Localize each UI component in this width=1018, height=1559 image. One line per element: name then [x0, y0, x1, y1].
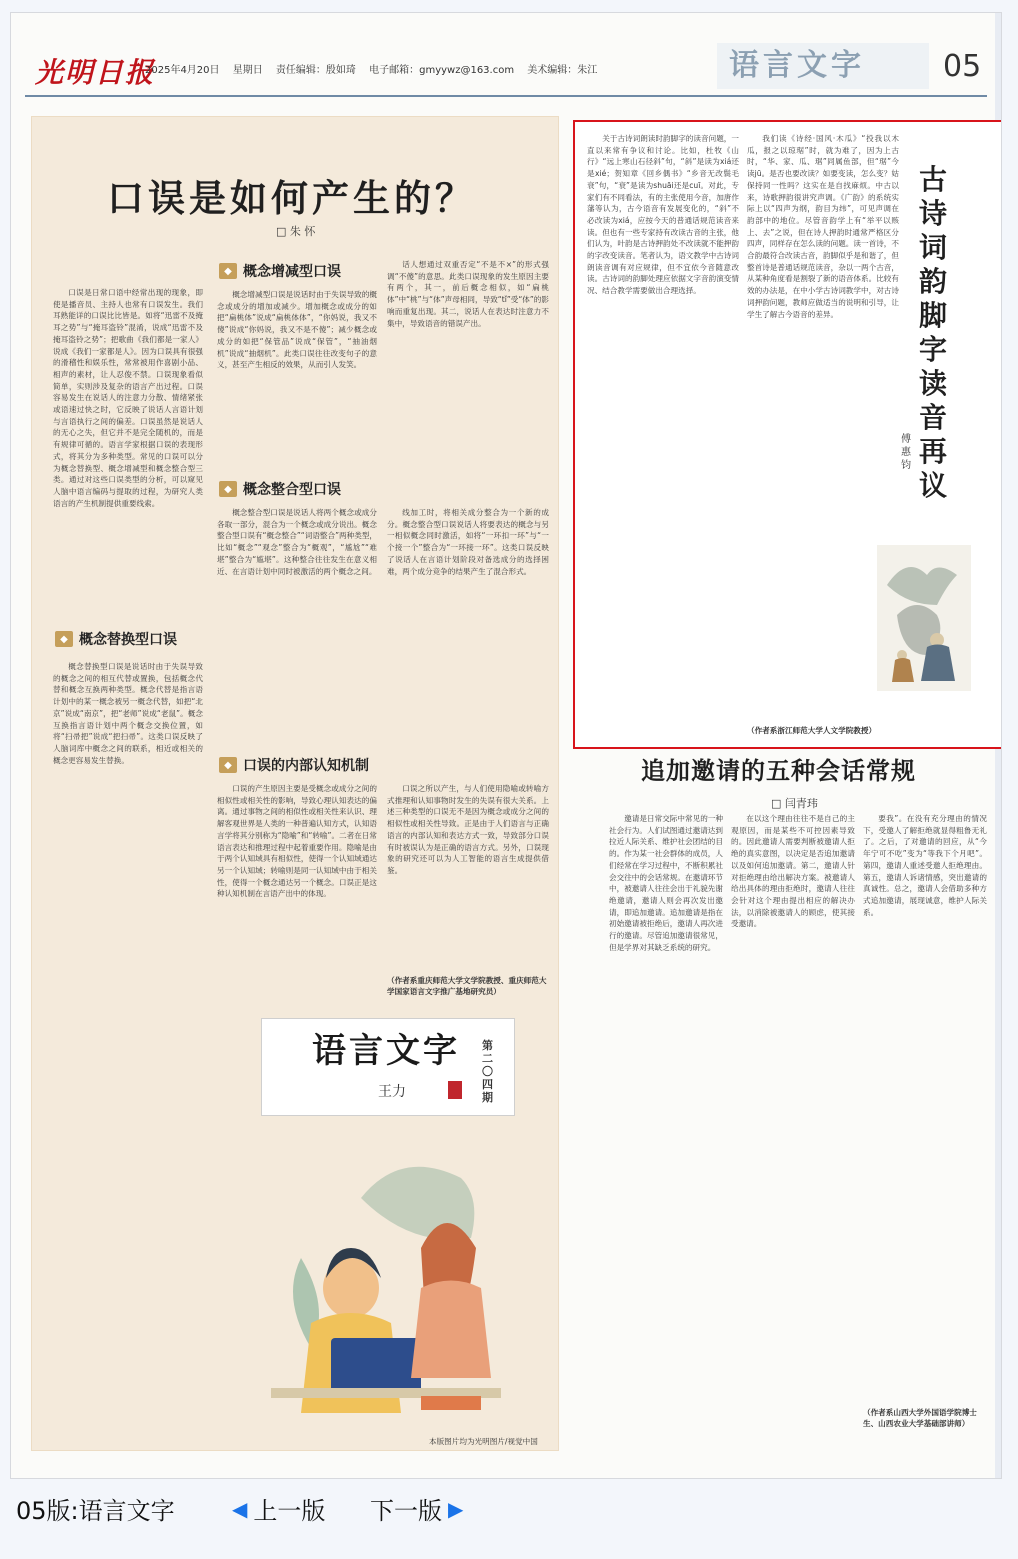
subheading-cognition: ◆ 口误的内部认知机制	[219, 753, 369, 777]
conversation-author-credit: （作者系山西大学外国语学院博士生、山西农业大学基础部讲师）	[863, 1408, 977, 1428]
next-page-button[interactable]: 下一版 ▶	[370, 1496, 464, 1525]
subheading-substitution: ◆ 概念替换型口误	[55, 627, 177, 651]
issue-date: 2025年4月20日	[145, 65, 220, 76]
section-title: 语言文字	[717, 43, 929, 89]
poem-author-credit: （作者系浙江师范大学人文学院教授）	[747, 726, 877, 735]
paragraph: 口误是日常口语中经常出现的现象，即使是播音员、主持人也常有口误发生。我们耳熟能详的口误比比皆是。如将“迅雷不及掩耳之势”与“掩耳盗铃”混淆，说成“迅雷不及掩耳盗铃之势”；把歌曲《我们都是一家人》说成《我们一家都是人》。因为口误具有很强的滑稽性和娱乐性，常常被用作喜剧小品、相声的素材，让人忍俊不禁。口误现象看似简单，实则涉及复杂的语言产出过程。口误容易发生在说话人的注意力分散、情绪紧张或语速过快之时，它反映了说话人言语计划与言语执行之间的偏差。口误虽然是说话人的无心之失，但它并不是完全随机的，而是有规律可循的。语言学家根据口误的表现形式，将其分为多种类型。常见的口误可以分为概念替换型、概念增减型和概念整合型三类。通过对这些口误类型的分析，可以窥见人脑中语言编码与提取的过程，为研究人类语言的产生机制提供重要线索。	[53, 288, 203, 508]
paragraph: 我们读《诗经·国风·木瓜》“投我以木瓜，报之以琼琚”时，就为难了，因为上古时，“华、家、瓜、琚”同属鱼部，但“琚”今读jū。是否也要改读？如要变读，怎么变？姑保持同一性吗？这实在是自找麻烦。中古以来，诗歌押韵很讲究声调。《广韵》的系统实际上以“四声为纲，韵目为纬”，可见声调在韵部中的地位。尽管音韵学上有“举平以赅上、去”之说，但在诗人押韵时通常严格区分四声，同样存在怎么读的问题。读一首诗，不合韵最符合改读古音，韵脚似乎是和谐了，但整首诗是普通话规范读音，杂以一两个古音，从某种角度看是割裂了新的语音体系。比较有效的办法是，在中小学古诗词教学中，对古诗词押韵问题，教师应做适当的说明和引导，让学生了解古今语音的差异。	[747, 134, 899, 319]
page-navigation	[10, 1478, 1000, 1538]
subheading-icon: ◆	[219, 757, 237, 773]
article-column-1	[53, 287, 203, 607]
article-byline: □ 朱 怀	[276, 223, 315, 239]
paragraph: 邀请是日常交际中常见的一种社会行为。人们试图通过邀请达到拉近人际关系、维护社会团结的目的。作为某一社会群体的成员，人们经常在学习过程中，不断积累社会交往中的会话常规。在邀请环节中，被邀请人往往会出于礼貌先谢绝邀请，邀请人则会再次发出邀请，即追加邀请。追加邀请是指在初始邀请被拒绝后，邀请人再次进行的邀请。尽管追加邀请很常见，但是学界对其缺乏系统的研究。	[609, 814, 723, 952]
editor-credit: 责任编辑：殷如琦	[275, 65, 356, 76]
issue-number: 第二〇四期	[482, 1039, 493, 1104]
paragraph: 概念增减型口误是说话时由于失误导致的概念或成分的增加或减少。增加概念或成分的如把“扁桃体”说成“扁桃体体”，“你妈说，我又不傻”说成“你妈说，我又不是不傻”；减少概念或成分的如把“保管品”说成“保管”，“抽油烟机”说成“抽烟机”。此类口误往往改变句子的意义，甚至产生相反的效果，从而引人发笑。	[217, 290, 377, 370]
arrow-right-icon: ▶	[448, 1496, 464, 1521]
subheading-icon: ◆	[219, 481, 237, 497]
article-column-3b	[387, 507, 549, 737]
people-laptop-illustration	[271, 1138, 521, 1428]
art-editor-credit: 美术编辑：朱江	[527, 65, 598, 76]
subheading-integration: ◆ 概念整合型口误	[219, 477, 341, 501]
ink-painting-illustration	[877, 545, 971, 691]
issue-meta	[145, 61, 607, 76]
poem-article-title[interactable]: 古诗词韵脚字读音再议	[919, 163, 948, 502]
article-column-2b	[217, 507, 377, 737]
poem-article-column-1	[587, 133, 739, 723]
conversation-column-2	[731, 813, 855, 1445]
masthead	[25, 43, 985, 89]
paragraph: 口误的产生原因主要是受概念或成分之间的相似性或相关性的影响，导致心理认知表达的偏离。通过事物之间的相似性或相关性来认识、理解客观世界是人类的一种普遍认知方式，认知语言学将其分别称为“隐喻”和“转喻”。二者在日常语言表达和推理过程中起着重要作用。隐喻是由于两个认知域具有相似性，使得一个认知域通达另一个认知域；转喻则是同一认知域中由于相关性，使得一个概念通达另一个概念。口误正是这种认知机制在言语产出中的体现。	[217, 784, 377, 899]
subheading-addition: ◆ 概念增减型口误	[219, 259, 341, 283]
paragraph: 话人想通过双重否定“不是不×”的形式强调“不傻”的意思。此类口误现象的发生原因主要有两个，其一，前后概念相似，如“扁桃体”中“桃”与“体”声母相同，导致“tǐ”受“体”的影响而重复出现。其二，说话人在表达时注意力不集中，导致语音的错误产出。	[387, 260, 549, 328]
article-title-conversation[interactable]: 追加邀请的五种会话常规	[641, 756, 916, 785]
subheading-icon: ◆	[55, 631, 73, 647]
image-caption: 本版图片均为光明图片/视觉中国	[429, 1437, 538, 1446]
article-column-3c	[387, 783, 549, 971]
paragraph: 在以这个理由往往不是自己的主观原因，而是某些不可控因素导致的。因此邀请人需要判断被邀请人拒绝的真实意图，以决定是否追加邀请以及如何追加邀请。第二，邀请人针对拒绝理由给出解决方案。被邀请人给出具体的理由拒绝时，邀请人往往会针对这个理由提出相应的解决办法，以消除被邀请人的顾虑，使其接受邀请。	[731, 814, 855, 929]
paragraph: 口误之所以产生，与人们使用隐喻或转喻方式推理和认知事物时发生的失误有很大关系。上述三种类型的口误无不是因为概念或成分之间的相似性或相关性导致。正是由于人们语言与正确语言的内部认知和表达方式一致，导致部分口误有时被误认为是正确的语言方式。另外，口误现象的研究还可以为人工智能的语言生成提供借鉴。	[387, 784, 549, 875]
paragraph: 概念整合型口误是说话人将两个概念或成分各取一部分，混合为一个概念或成分说出。概念整合型口误有“概念整合”“词语整合”两种类型，比如“概念”“观念”整合为“概观”，“尴尬”“难堪”整合为“尴堪”。这种整合往往发生在意义相近、在言语计划中同时被激活的两个概念之间。	[217, 508, 377, 576]
paragraph: 线加工时，将相关成分整合为一个新的成分。概念整合型口误说话人将要表达的概念与另一相似概念同时激活，如将“一环扣一环”与“一个接一个”整合为“一环接一环”。这类口误反映了说话人在言语计划阶段对备选成分的选择困难，两个成分竞争的结果产生了混合形式。	[387, 508, 549, 576]
poem-article-author: 傅惠钧	[901, 434, 911, 471]
author-credit: （作者系重庆师范大学文学院教授、重庆师范大学国家语言文字推广基地研究员）	[387, 976, 547, 996]
article-column-1b	[53, 661, 203, 1119]
article-byline-conversation: □ 闫青玮	[771, 795, 818, 811]
paragraph: 要我”。在没有充分理由的情况下，受邀人了解拒绝就显得粗鲁无礼了。之后，了对邀请的回应，从“今年宁可不吃”变为“等我下个月吧”。第四，邀请人重述受邀人拒绝理由。第五，邀请人诉诸情感，突出邀请的真诚性。总之，邀请人会借助多种方式追加邀请，展现诚意，维护人际关系。	[863, 814, 987, 917]
paragraph: 概念替换型口误是说话时由于失误导致的概念之间的相互代替或置换，包括概念代替和概念互换两种类型。概念代替是指言语计划中的某一概念被另一概念代替，如把“北京”说成“南京”，把“老师”说成“老鼠”。概念互换指言语计划中两个概念交换位置，如将“扫帚把”说成“把扫帚”。这类口误反映了人脑词库中概念之间的联系，相近或相关的概念更容易发生替换。	[53, 662, 203, 765]
editor-email: 电子邮箱：gmyywz@163.com	[369, 65, 515, 76]
article-title[interactable]: 口误是如何产生的？	[107, 176, 476, 220]
illustration	[261, 1018, 538, 1446]
conversation-column-3	[863, 813, 987, 1403]
column-logo-calligraphy: 语言文字	[312, 1031, 460, 1071]
current-section-label: 05版:语言文字	[16, 1497, 175, 1525]
masthead-divider	[25, 95, 987, 97]
arrow-left-icon: ◀	[232, 1496, 248, 1521]
prev-page-button[interactable]: ◀ 上一版	[232, 1496, 326, 1525]
paragraph: 关于古诗词朗读时韵脚字的读音问题，一直以来常有争议和讨论。比如，杜牧《山行》“远上寒山石径斜”句，“斜”是读为xiá还是xié；贺知章《回乡偶书》“乡音无改鬓毛衰”句，“衰”是读为shuāi还是cuī。对此，专家们有不同看法，有的主张使用今音，加唐作藩等认为，古今语音有发展变化的，“斜”不必改读为xiá，应按今天的普通话规范读音来读。但也有一些专家持有改读古音的主张，他们认为，叶韵是古诗押韵处不改读就不能押韵的字改变读音。笔者认为，语文教学中古诗词朗读音调有对应规律，但不宜依今音随意改读。古诗词的韵脚处理应依据文字音韵演变情况、结合教学需要做出合理选择。	[587, 134, 739, 296]
column-logo-author: 王力	[378, 1084, 406, 1100]
newspaper-logo: 光明日报	[35, 56, 156, 89]
column-logo-card	[261, 1018, 515, 1116]
issue-weekday: 星期日	[232, 65, 263, 76]
article-column-2a	[217, 289, 377, 467]
article-column-2c	[217, 783, 377, 1008]
conversation-column-1	[609, 813, 723, 1445]
page-number: 05	[943, 49, 982, 84]
newspaper-page	[10, 12, 1002, 1479]
article-column-3a	[387, 259, 549, 459]
seal-stamp	[448, 1081, 462, 1099]
subheading-icon: ◆	[219, 263, 237, 279]
